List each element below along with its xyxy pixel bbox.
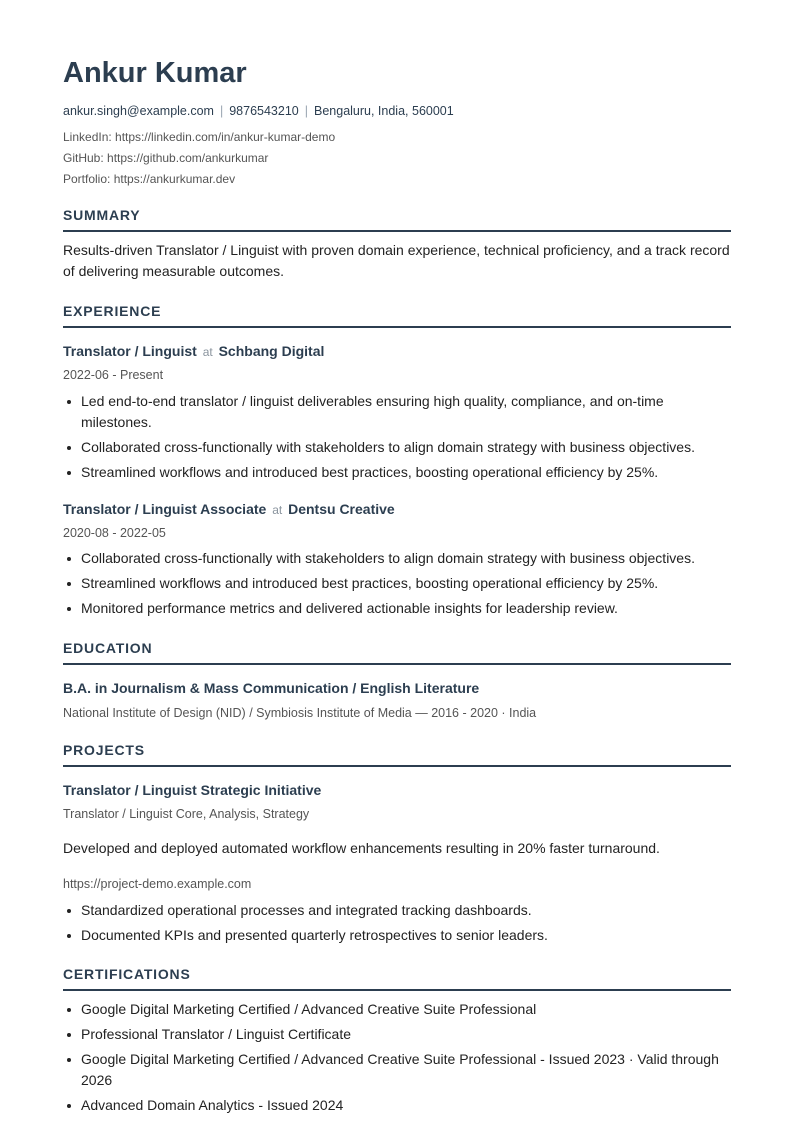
summary-text: Results-driven Translator / Linguist with proven domain experience, technical proficiency, and a track record of delivering measurable outcomes. — [63, 242, 730, 279]
project-description: Developed and deployed automated workflow enhancements resulting in 20% faster turnaround. — [63, 840, 660, 856]
job-company: Dentsu Creative — [288, 501, 395, 517]
section-title-projects: PROJECTS — [63, 742, 731, 767]
candidate-name: Ankur Kumar — [63, 57, 247, 89]
list-item: Collaborated cross-functionally with stakeholders to align domain strategy with business objectives. — [63, 548, 731, 569]
phone-number: 9876543210 — [229, 104, 299, 118]
job-company: Schbang Digital — [218, 343, 325, 359]
portfolio-link[interactable]: Portfolio: https://ankurkumar.dev — [63, 172, 236, 186]
job-role: Translator / Linguist — [63, 343, 197, 359]
section-title-certifications: CERTIFICATIONS — [63, 966, 731, 991]
job-bullets — [63, 548, 731, 623]
section-title-experience: EXPERIENCE — [63, 303, 731, 328]
list-item: Professional Translator / Linguist Certificate — [63, 1024, 731, 1045]
list-item: Streamlined workflows and introduced best practices, boosting operational efficiency by 25%. — [63, 462, 731, 483]
contact-line — [63, 103, 454, 119]
section-title-summary: SUMMARY — [63, 207, 731, 232]
list-item: Google Digital Marketing Certified / Advanced Creative Suite Professional - Issued 2023 · Valid through 2026 — [63, 1049, 731, 1091]
job-title — [63, 500, 395, 519]
project-name: Translator / Linguist Strategic Initiative — [63, 782, 322, 798]
job-role: Translator / Linguist Associate — [63, 501, 267, 517]
list-item: Streamlined workflows and introduced best practices, boosting operational efficiency by 25%. — [63, 573, 731, 594]
separator: | — [219, 104, 224, 118]
list-item: Documented KPIs and presented quarterly retrospectives to senior leaders. — [63, 925, 731, 946]
job-bullets — [63, 391, 731, 487]
list-item: Led end-to-end translator / linguist deliverables ensuring high quality, compliance, and on-time milestones. — [63, 391, 731, 433]
email-link[interactable]: ankur.singh@example.com — [63, 104, 214, 118]
at-label: at — [272, 503, 283, 517]
at-label: at — [202, 345, 213, 359]
job-title — [63, 342, 324, 361]
linkedin-link[interactable]: LinkedIn: https://linkedin.com/in/ankur-kumar-demo — [63, 130, 336, 144]
education-degree: B.A. in Journalism & Mass Communication / English Literature — [63, 680, 480, 696]
section-title-education: EDUCATION — [63, 640, 731, 665]
list-item: Google Digital Marketing Certified / Advanced Creative Suite Professional — [63, 999, 731, 1020]
list-item: Collaborated cross-functionally with stakeholders to align domain strategy with business objectives. — [63, 437, 731, 458]
separator: | — [304, 104, 308, 118]
list-item: Standardized operational processes and integrated tracking dashboards. — [63, 900, 731, 921]
job-dates: 2020-08 - 2022-05 — [63, 526, 166, 540]
education-details: National Institute of Design (NID) / Symbiosis Institute of Media — 2016 - 2020 · India — [63, 706, 537, 720]
github-link[interactable]: GitHub: https://github.com/ankurkumar — [63, 151, 269, 165]
list-item: Advanced Domain Analytics - Issued 2024 — [63, 1095, 731, 1116]
job-dates: 2022-06 - Present — [63, 368, 164, 382]
list-item: Monitored performance metrics and delivered actionable insights for leadership review. — [63, 598, 731, 619]
certification-list — [63, 999, 731, 1120]
location: Bengaluru, India, 560001 — [314, 104, 454, 118]
project-tags: Translator / Linguist Core, Analysis, Strategy — [63, 807, 310, 821]
project-bullets — [63, 900, 731, 950]
project-url[interactable]: https://project-demo.example.com — [63, 877, 252, 891]
